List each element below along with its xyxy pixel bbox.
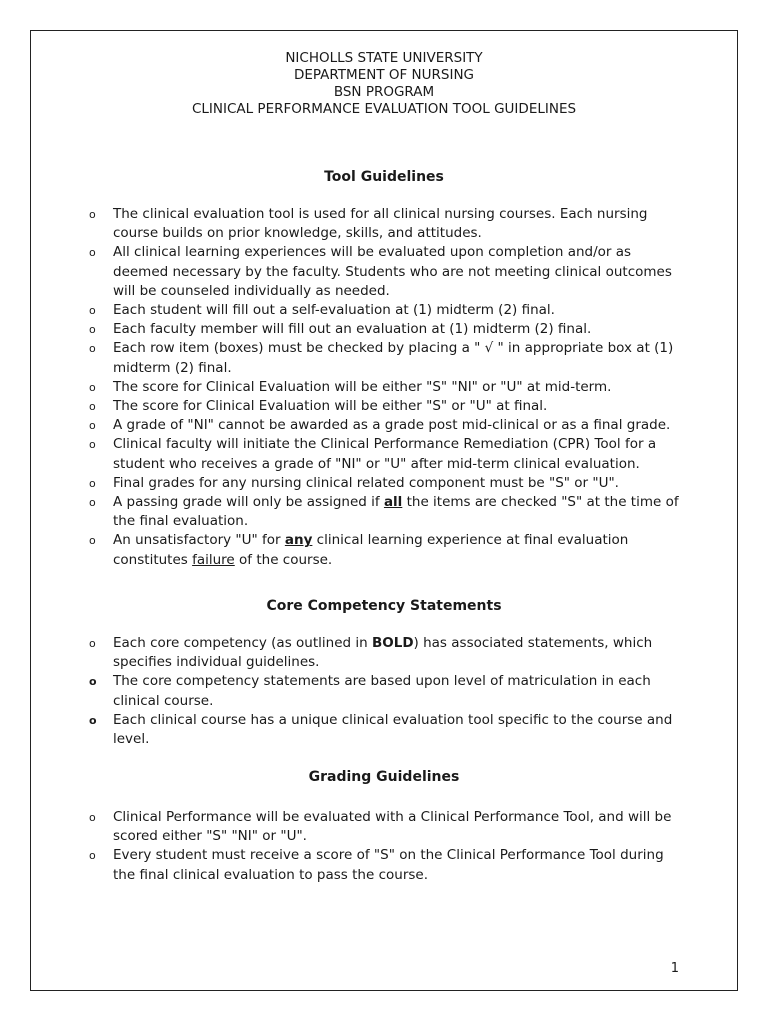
tool-guidelines-list — [89, 205, 679, 570]
document-title: CLINICAL PERFORMANCE EVALUATION TOOL GUIDELINES — [191, 101, 577, 117]
list-item: o Each faculty member will fill out an evaluation at (1) midterm (2) final. — [89, 320, 679, 339]
bullet-icon: o — [89, 675, 97, 689]
list-item: o A passing grade will only be assigned if all the items are checked "S" at the time of the final evaluation. — [89, 494, 679, 530]
bullet-icon: o — [89, 849, 96, 863]
bullet-icon: o — [89, 342, 96, 356]
document-header — [31, 50, 737, 118]
grading-guidelines-list — [89, 808, 679, 885]
bullet-icon: o — [89, 637, 96, 650]
list-item: o The score for Clinical Evaluation will be either "S" or "U" at final. — [89, 397, 679, 416]
bullet-icon: o — [89, 811, 96, 824]
list-item: o An unsatisfactory "U" for any clinical learning experience at final evaluation constitutes failure of the course. — [89, 532, 629, 568]
bullet-icon: o — [89, 304, 96, 318]
list-item: o The score for Clinical Evaluation will be either "S" "NI" or "U" at mid-term. — [89, 378, 679, 397]
list-item: o Each row item (boxes) must be checked by placing a " √ " in appropriate box at (1) midterm (2) final. — [89, 340, 674, 376]
list-item: o All clinical learning experiences will be evaluated upon completion and/or as deemed necessary by the faculty. Students who are not meeting clinical outcomes will be counseled individually as needed. — [89, 244, 672, 299]
university-name: NICHOLLS STATE UNIVERSITY — [285, 50, 483, 66]
bullet-icon: o — [89, 713, 97, 727]
bullet-icon: o — [89, 380, 96, 394]
section-title-grading-guidelines: Grading Guidelines — [308, 769, 460, 785]
bullet-icon: o — [89, 496, 96, 510]
document-page — [30, 30, 738, 991]
list-item: o Every student must receive a score of "S" on the Clinical Performance Tool during the final clinical evaluation to pass the course. — [89, 847, 664, 883]
list-item: o Each core competency (as outlined in BOLD) has associated statements, which specifies individual guidelines. — [89, 635, 653, 671]
list-item: o Clinical faculty will initiate the Clinical Performance Remediation (CPR) Tool for a student who receives a grade of "NI" or "U" after mid-term clinical evaluation. — [89, 436, 657, 472]
bullet-icon: o — [89, 246, 96, 260]
section-title-tool-guidelines: Tool Guidelines — [324, 169, 444, 185]
bullet-icon: o — [89, 476, 96, 490]
bullet-icon: o — [89, 419, 96, 433]
bullet-icon: o — [89, 323, 96, 337]
program-name: BSN PROGRAM — [333, 84, 435, 100]
bullet-icon: o — [89, 208, 96, 221]
list-item: o The core competency statements are based upon level of matriculation in each clinical course. — [89, 673, 651, 709]
department-name: DEPARTMENT OF NURSING — [293, 67, 475, 83]
bullet-icon: o — [89, 400, 96, 414]
list-item: o Each clinical course has a unique clinical evaluation tool specific to the course and level. — [89, 711, 673, 748]
list-item: o The clinical evaluation tool is used for all clinical nursing courses. Each nursing course builds on prior knowledge, skills, and attitudes. — [89, 206, 648, 242]
list-item: o Each student will fill out a self-evaluation at (1) midterm (2) final. — [89, 301, 679, 320]
list-item: o Clinical Performance will be evaluated with a Clinical Performance Tool, and will be scored either "S" "NI" or "U". — [89, 809, 672, 845]
core-competency-list — [89, 634, 679, 749]
list-item: o Final grades for any nursing clinical related component must be "S" or "U". — [89, 474, 679, 493]
emphasis-all: all — [383, 494, 403, 511]
list-item: o A grade of "NI" cannot be awarded as a grade post mid-clinical or as a final grade. — [89, 416, 679, 435]
emphasis-bold: BOLD — [371, 635, 414, 651]
emphasis-any: any — [284, 532, 313, 549]
bullet-icon: o — [89, 438, 96, 452]
page-number: 1 — [670, 961, 679, 976]
emphasis-failure: failure — [192, 551, 235, 568]
section-title-core-competency: Core Competency Statements — [266, 598, 502, 614]
bullet-icon: o — [89, 534, 96, 548]
